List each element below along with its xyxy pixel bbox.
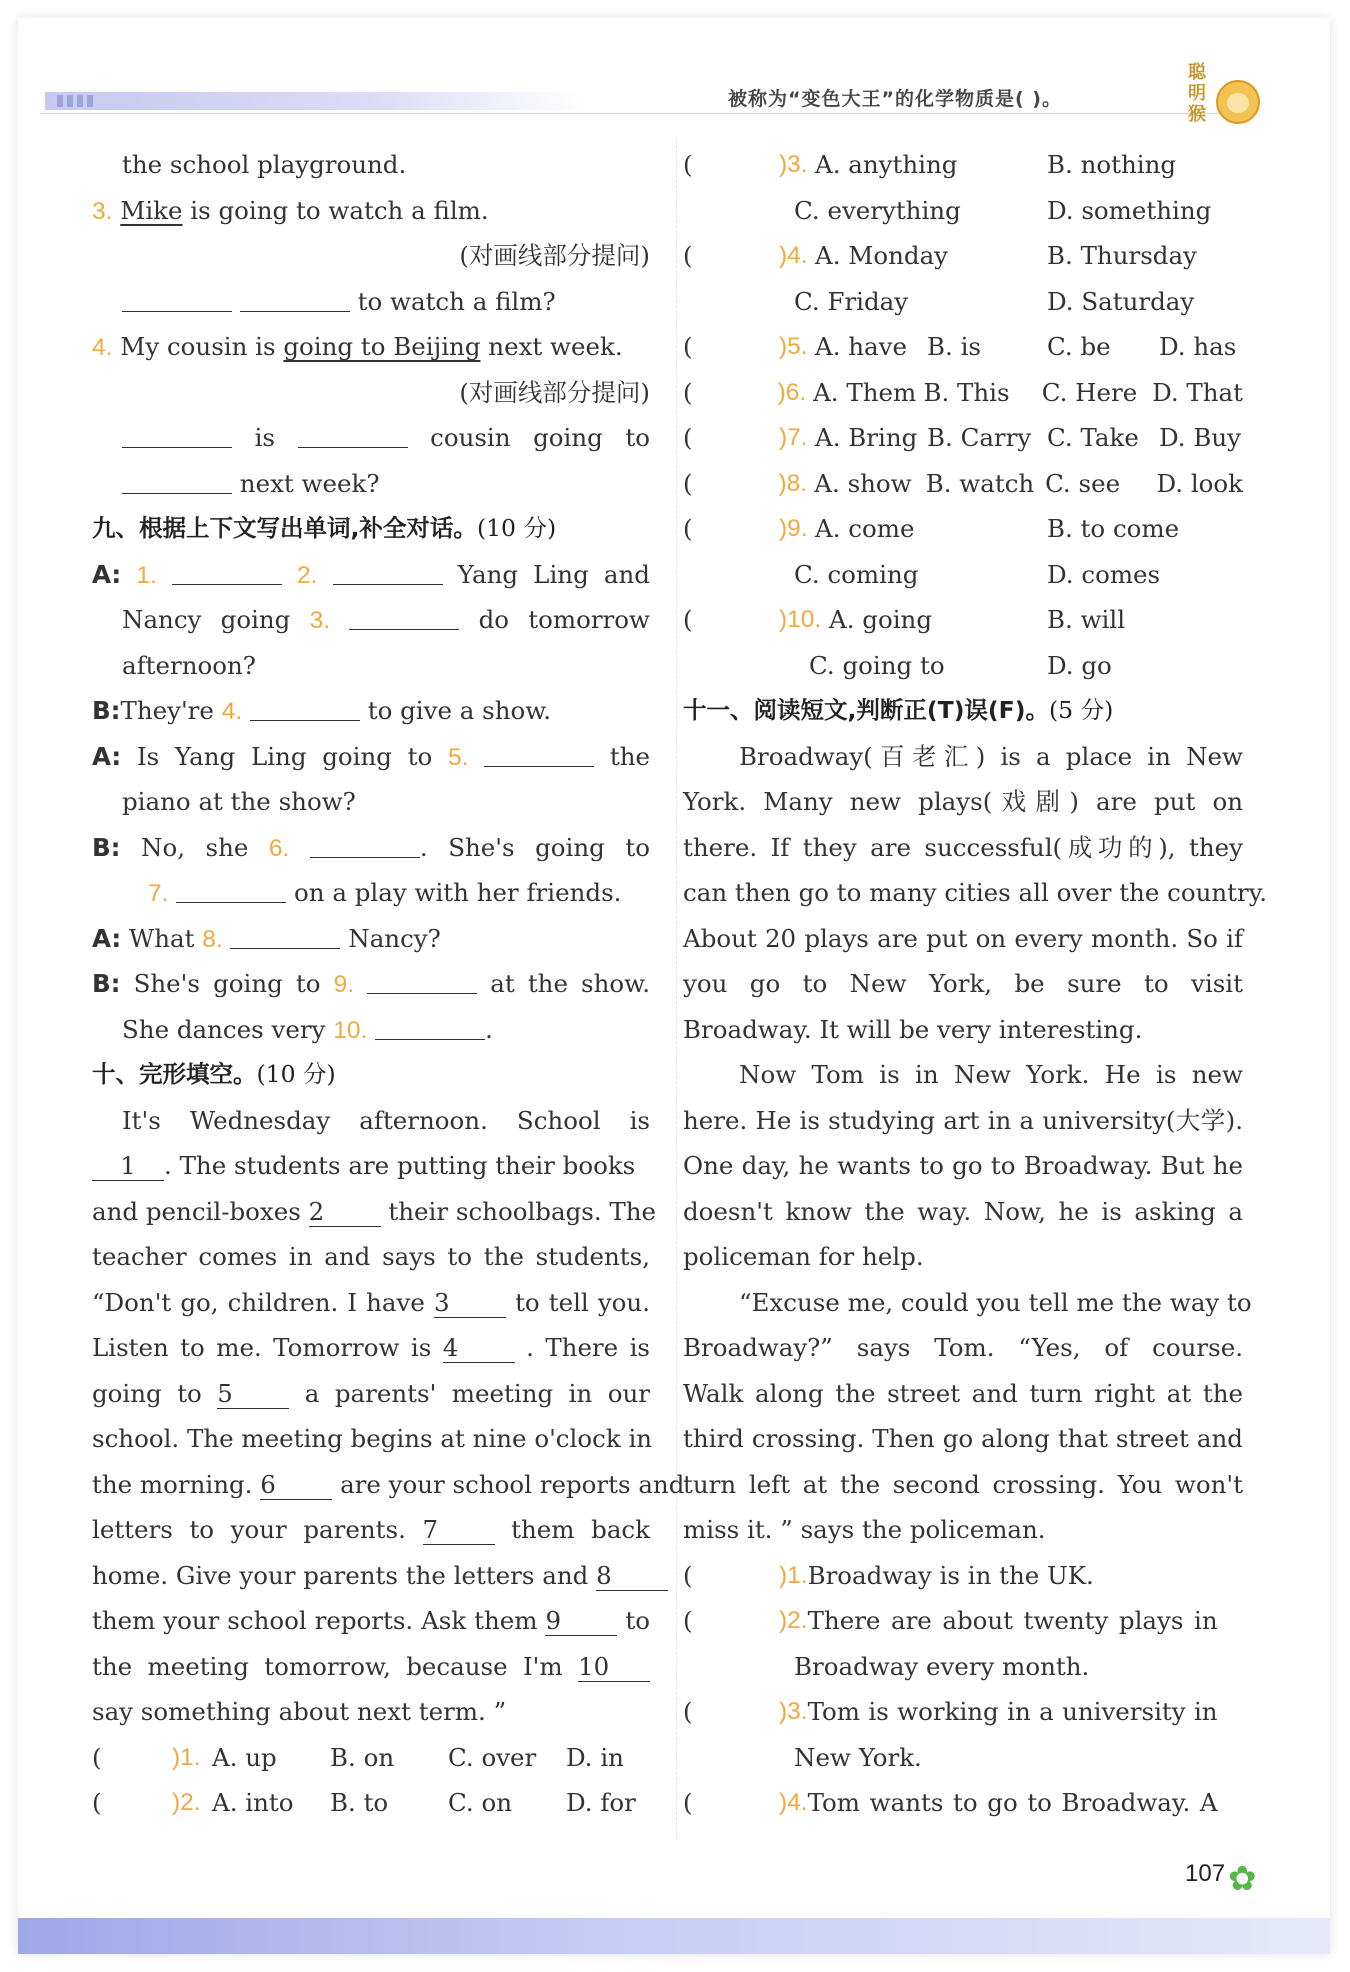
option-row: ( )4. A. Monday B. Thursday [683, 233, 1243, 279]
cloze-line: and pencil-boxes 2 their schoolbags. The [92, 1196, 657, 1226]
answer-line: is cousin going to [92, 415, 650, 461]
dialogue-line: Nancy going 3. do tomorrow [122, 605, 651, 634]
cloze-line: “Don't go, children. I have 3 to tell you. [92, 1287, 650, 1317]
option-row: ( )6. A. Them B. This C. Here D. That [683, 370, 1243, 416]
dialogue-line: B: She's going to 9. at the show. [92, 969, 650, 998]
answer-paren[interactable]: ( [683, 605, 693, 634]
passage-line: One day, he wants to go to Broadway. But he [683, 1151, 1243, 1180]
cloze-line: Listen to me. Tomorrow is 4 . There is [92, 1333, 650, 1362]
tf-item-cont: New York. [794, 1742, 922, 1772]
option-row: ( )9. A. come B. to come [683, 506, 1243, 552]
passage-line: you go to New York, be sure to visit [683, 969, 1243, 998]
answer-line: next week? [92, 461, 650, 507]
tf-item: ( )1. Broadway is in the UK. [683, 1553, 1243, 1599]
option-row: ( )3. A. anything B. nothing [683, 142, 1243, 188]
answer-blank[interactable] [122, 423, 232, 448]
cloze-blank[interactable]: 6 [260, 1471, 332, 1500]
text-line: the school playground. [122, 150, 407, 179]
option-row: C. Friday D. Saturday [794, 286, 1195, 316]
answer-paren[interactable]: ( [683, 1788, 693, 1817]
question-3: 3. Mike is going to watch a film. [92, 195, 489, 225]
dialogue-line: piano at the show? [122, 787, 356, 816]
tf-item: ( )4. Tom wants to go to Broadway. A [683, 1780, 1243, 1826]
option-row: ( )7. A. Bring B. Carry C. Take D. Buy [683, 415, 1243, 461]
cloze-blank[interactable]: 1 [92, 1152, 164, 1181]
dialogue-line: A: Is Yang Ling going to 5. the [92, 741, 650, 771]
option-row: ( )2. A. into B. to C. on D. for [92, 1780, 650, 1826]
passage-line: turn left at the second crossing. You won't [683, 1469, 1243, 1499]
passage-line: Broadway(百老汇) is a place in New [739, 741, 1243, 771]
passage-line: Walk along the street and turn right at the [683, 1378, 1243, 1408]
cloze-blank[interactable]: 7 [423, 1516, 495, 1545]
column-divider [676, 140, 677, 1840]
logo-text: 聪明猴 [1188, 62, 1206, 125]
section-11-title: 十一、阅读短文,判断正(T)误(F)。(5 分) [683, 696, 1114, 724]
answer-blank[interactable] [333, 560, 443, 585]
answer-paren[interactable]: ( [683, 514, 693, 543]
dialogue-line: 7. on a play with her friends. [148, 878, 622, 907]
answer-blank[interactable] [122, 287, 232, 312]
cloze-line: them your school reports. Ask them 9 to [92, 1606, 650, 1635]
monkey-logo [1188, 60, 1268, 130]
header-trivia-question: 被称为“变色大王”的化学物质是( )。 [728, 88, 1062, 110]
tf-item: ( )3. Tom is working in a university in [683, 1689, 1243, 1735]
answer-paren[interactable]: ( [683, 423, 693, 452]
answer-paren[interactable]: ( [92, 1788, 102, 1817]
answer-blank[interactable] [367, 969, 477, 994]
cloze-blank[interactable]: 9 [545, 1607, 617, 1636]
option-row: ( )10. A. going B. will [683, 597, 1243, 643]
question-4: 4. My cousin is going to Beijing next week. [92, 332, 623, 361]
hint-line: (对画线部分提问) [459, 377, 650, 407]
passage-line: here. He is studying art in a university(大学). [683, 1105, 1243, 1135]
answer-paren[interactable]: ( [683, 468, 693, 498]
answer-blank[interactable] [250, 696, 360, 721]
hint-line: (对画线部分提问) [459, 241, 650, 270]
answer-blank[interactable] [310, 833, 420, 858]
header-decor-band [45, 92, 585, 110]
answer-paren[interactable]: ( [683, 150, 693, 179]
leaf-icon: ✿ [1228, 1859, 1257, 1899]
cloze-blank[interactable]: 3 [434, 1289, 506, 1318]
section-10-title: 十、完形填空。(10 分) [92, 1060, 336, 1088]
answer-paren[interactable]: ( [683, 1697, 693, 1726]
option-row: ( )1. A. up B. on C. over D. in [92, 1735, 650, 1781]
section-9-title: 九、根据上下文写出单词,补全对话。(10 分) [92, 514, 557, 542]
answer-line: to watch a film? [92, 279, 650, 325]
cloze-line: the morning. 6 are your school reports and [92, 1469, 685, 1499]
passage-line: policeman for help. [683, 1242, 924, 1271]
answer-paren[interactable]: ( [683, 1606, 693, 1635]
answer-blank[interactable] [172, 560, 282, 585]
page-number: 107 [1185, 1860, 1226, 1887]
answer-blank[interactable] [176, 878, 286, 903]
left-column [92, 142, 685, 1826]
answer-blank[interactable] [484, 742, 594, 767]
answer-blank[interactable] [375, 1015, 485, 1040]
option-row: C. coming D. comes [794, 559, 1161, 589]
cloze-blank[interactable]: 10 [578, 1653, 650, 1682]
option-row: C. going to D. go [809, 650, 1112, 680]
cloze-blank[interactable]: 8 [596, 1562, 668, 1591]
answer-paren[interactable]: ( [683, 241, 693, 270]
dialogue-line: B:They're 4. to give a show. [92, 696, 552, 725]
dialogue-line: A: 1. 2. Yang Ling and [92, 559, 650, 589]
tf-item: ( )2. There are about twenty plays in [683, 1598, 1243, 1644]
passage-line: miss it. ” says the policeman. [683, 1515, 1046, 1544]
passage-line: there. If they are successful(成功的), they [683, 832, 1243, 862]
cloze-blank[interactable]: 2 [309, 1198, 381, 1227]
dialogue-line: afternoon? [122, 650, 256, 680]
passage-line: third crossing. Then go along that street and [683, 1424, 1243, 1453]
answer-blank[interactable] [240, 287, 350, 312]
passage-line: York. Many new plays(戏剧) are put on [683, 787, 1243, 816]
monkey-icon [1216, 80, 1260, 124]
cloze-blank[interactable]: 4 [443, 1334, 515, 1363]
answer-blank[interactable] [349, 605, 459, 630]
cloze-line: school. The meeting begins at nine o'clock in [92, 1424, 653, 1453]
cloze-line: letters to your parents. 7 them back [92, 1515, 650, 1544]
dialogue-line: B: No, she 6. . She's going to [92, 832, 650, 862]
dialogue-line: She dances very 10. . [122, 1014, 493, 1044]
cloze-line: home. Give your parents the letters and 8 [92, 1553, 650, 1599]
answer-paren[interactable]: ( [683, 1560, 693, 1590]
cloze-line: say something about next term. ” [92, 1697, 507, 1726]
passage-line: can then go to many cities all over the country. [683, 878, 1268, 907]
tf-item-cont: Broadway every month. [794, 1651, 1090, 1681]
passage-line: Broadway. It will be very interesting. [683, 1014, 1143, 1044]
answer-blank[interactable] [298, 423, 408, 448]
answer-blank[interactable] [230, 924, 340, 949]
dialogue-line: A: What 8. Nancy? [92, 923, 441, 953]
answer-paren[interactable]: ( [683, 377, 693, 407]
passage-line: Now Tom is in New York. He is new [739, 1060, 1243, 1089]
option-row: ( )8. A. show B. watch C. see D. look [683, 461, 1243, 507]
answer-paren[interactable]: ( [683, 332, 693, 361]
cloze-line: It's Wednesday afternoon. School is [122, 1105, 650, 1135]
cloze-line: teacher comes in and says to the students, [92, 1242, 650, 1271]
option-row: C. everything D. something [794, 195, 1212, 225]
cloze-blank[interactable]: 5 [217, 1380, 289, 1409]
passage-line: About 20 plays are put on every month. So if [683, 923, 1243, 953]
passage-line: Broadway?” says Tom. “Yes, of course. [683, 1333, 1243, 1362]
cloze-line: the meeting tomorrow, because I'm 10 [92, 1644, 650, 1690]
cloze-line: going to 5 a parents' meeting in our [92, 1378, 650, 1408]
option-row: ( )5. A. have B. is C. be D. has [683, 324, 1243, 370]
right-column [683, 142, 1268, 1826]
footer-decor-band [18, 1918, 1330, 1954]
passage-line: “Excuse me, could you tell me the way to [739, 1287, 1252, 1317]
answer-paren[interactable]: ( [92, 1742, 102, 1772]
header-rule [40, 113, 1230, 114]
passage-line: doesn't know the way. Now, he is asking a [683, 1196, 1243, 1226]
cloze-line: 1 . The students are putting their books [92, 1143, 650, 1189]
answer-blank[interactable] [122, 469, 232, 494]
